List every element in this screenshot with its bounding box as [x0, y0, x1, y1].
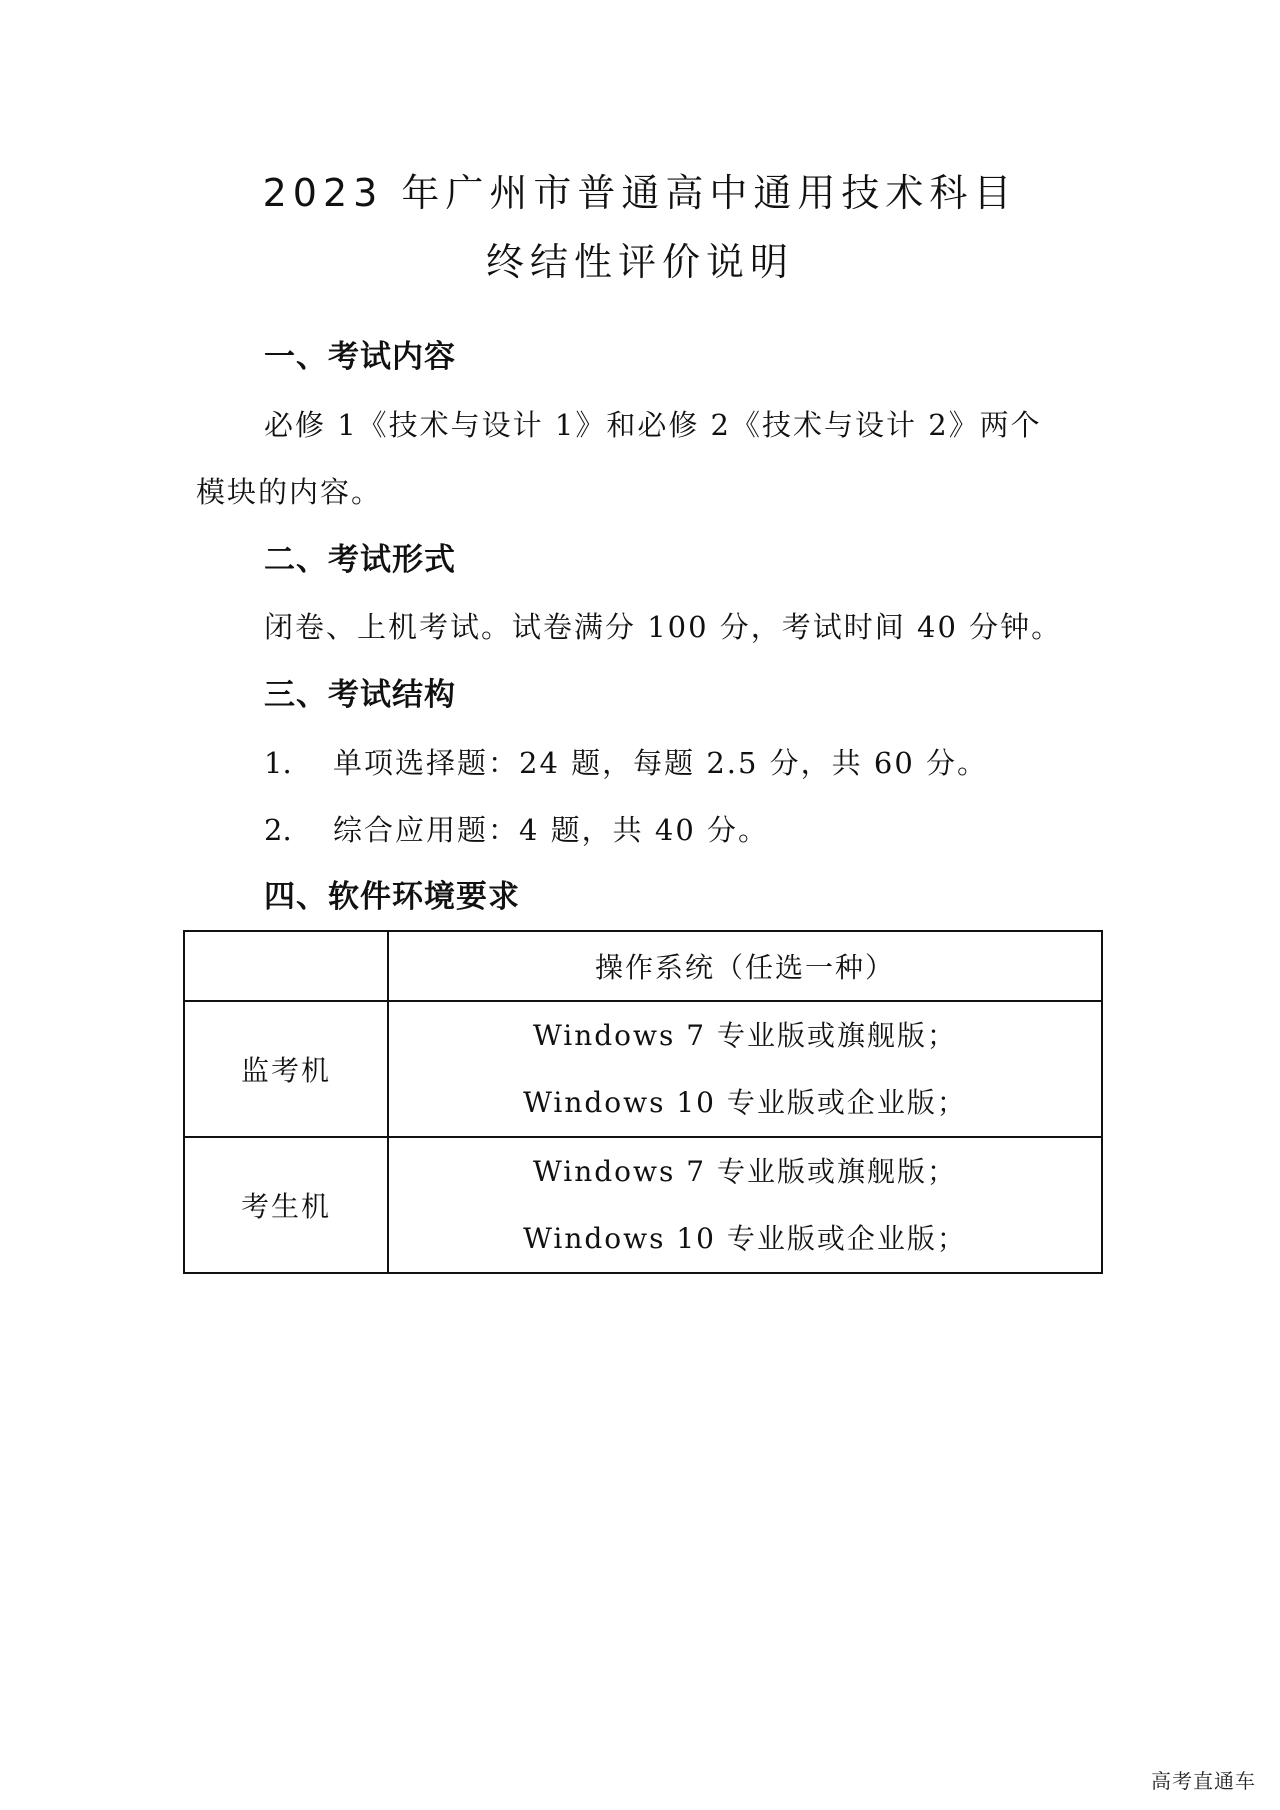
- os-option: Windows 7 专业版或旗舰版；: [532, 1155, 957, 1188]
- os-cell: [388, 1001, 1102, 1137]
- table-header-os: 操作系统（任选一种）: [388, 931, 1102, 1001]
- section-heading-environment: 四、软件环境要求: [264, 879, 520, 915]
- form-paragraph: 闭卷、上机考试。试卷满分 100 分，考试时间 40 分钟。: [264, 610, 1063, 644]
- structure-item-text: 综合应用题：4 题，共 40 分。: [333, 813, 770, 847]
- table-header-empty-cell: [184, 931, 388, 1001]
- os-option: Windows 7 专业版或旗舰版；: [532, 1019, 957, 1052]
- role-cell: 考生机: [184, 1137, 388, 1273]
- structure-item-number: 1.: [264, 746, 292, 780]
- table-row: [184, 1001, 1102, 1137]
- role-cell: 监考机: [184, 1001, 388, 1137]
- watermark-text: 高考直通车: [1151, 1769, 1256, 1793]
- software-environment-table: [183, 930, 1103, 1274]
- table-header-row: [184, 931, 1102, 1001]
- table-row: [184, 1137, 1102, 1273]
- section-heading-form: 二、考试形式: [264, 542, 456, 578]
- content-paragraph-line2: 模块的内容。: [196, 475, 383, 509]
- os-cell: [388, 1137, 1102, 1273]
- os-option: Windows 10 专业版或企业版；: [523, 1086, 967, 1119]
- section-heading-structure: 三、考试结构: [264, 677, 456, 713]
- structure-item-text: 单项选择题：24 题，每题 2.5 分，共 60 分。: [333, 746, 989, 780]
- document-title-line1: 2023 年广州市普通高中通用技术科目: [262, 171, 1018, 215]
- section-heading-content: 一、考试内容: [264, 339, 456, 375]
- content-paragraph-line1: 必修 1《技术与设计 1》和必修 2《技术与设计 2》两个: [264, 408, 1042, 442]
- document-title-line2: 终结性评价说明: [485, 240, 794, 284]
- os-option: Windows 10 专业版或企业版；: [523, 1222, 967, 1255]
- structure-item-number: 2.: [264, 813, 292, 847]
